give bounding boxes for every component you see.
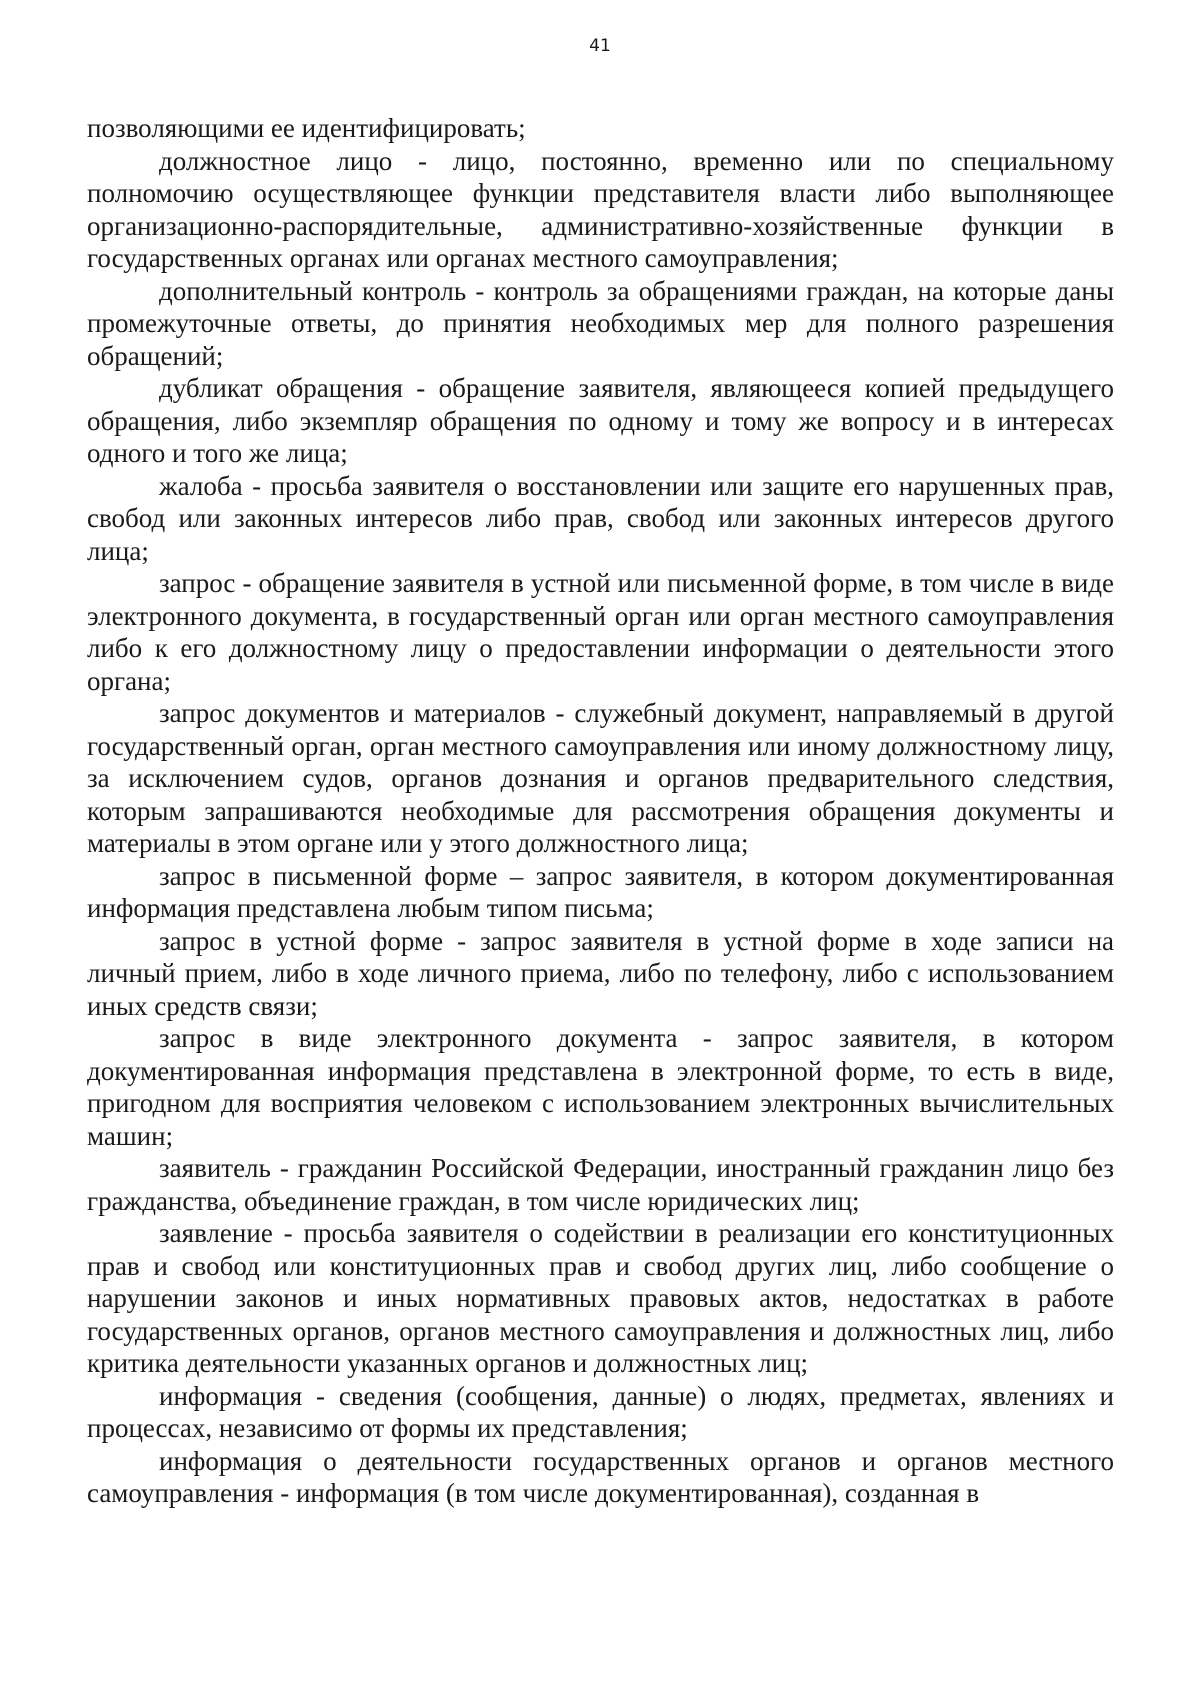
paragraph: запрос в письменной форме – запрос заявителя, в котором документированная информация представлена любым типом письма; <box>87 860 1114 923</box>
paragraph: информация - сведения (сообщения, данные) о людях, предметах, явлениях и процессах, независимо от формы их представления; <box>87 1380 1114 1443</box>
paragraph: информация о деятельности государственных органов и органов местного самоуправления - информация (в том числе документированная), созданная в <box>87 1445 1114 1508</box>
paragraph: дополнительный контроль - контроль за обращениями граждан, на которые даны промежуточные ответы, до принятия необходимых мер для полного разрешения обращений; <box>87 275 1114 371</box>
paragraph: заявитель - гражданин Российской Федерации, иностранный гражданин лицо без гражданства, объединение граждан, в том числе юридических лиц; <box>87 1153 1114 1216</box>
paragraph: запрос в устной форме - запрос заявителя в устной форме в ходе записи на личный прием, либо в ходе личного приема, либо по телефону, либо с использованием иных средств связи; <box>87 925 1114 1021</box>
paragraph: должностное лицо - лицо, постоянно, временно или по специальному полномочию осуществляющее функции представителя власти либо выполняющее организационно-распорядительные, административно-хозяйственные функции в государственных органах или органах местного самоуправления; <box>87 145 1114 273</box>
page-number: 41 <box>589 36 611 56</box>
paragraph: позволяющими ее идентифицировать; <box>87 113 526 143</box>
paragraph: заявление - просьба заявителя о содействии в реализации его конституционных прав и свобод или конституционных прав и свобод других лиц, либо сообщение о нарушении законов и иных нормативных правовых актов, недостатках в работе государственных органов, органов местного самоуправления и должностных лиц, либо критика деятельности указанных органов и должностных лиц; <box>87 1218 1114 1378</box>
paragraph: запрос - обращение заявителя в устной или письменной форме, в том числе в виде электронного документа, в государственный орган или орган местного самоуправления либо к его должностному лицу о предоставлении информации о деятельности этого органа; <box>87 568 1114 696</box>
paragraph: запрос в виде электронного документа - запрос заявителя, в котором документированная информация представлена в электронной форме, то есть в виде, пригодном для восприятия человеком с использованием электронных вычислительных машин; <box>87 1023 1114 1151</box>
document-body <box>87 112 1114 1510</box>
paragraph: дубликат обращения - обращение заявителя, являющееся копией предыдущего обращения, либо экземпляр обращения по одному и тому же вопросу и в интересах одного и того же лица; <box>87 373 1114 468</box>
paragraph: запрос документов и материалов - служебный документ, направляемый в другой государственный орган, орган местного самоуправления или иному должностному лицу, за исключением судов, органов дознания и органов предварительного следствия, которым запрашиваются необходимые для рассмотрения обращения документы и материалы в этом органе или у этого должностного лица; <box>87 698 1114 858</box>
paragraph: жалоба - просьба заявителя о восстановлении или защите его нарушенных прав, свобод или законных интересов либо прав, свобод или законных интересов другого лица; <box>87 470 1114 566</box>
